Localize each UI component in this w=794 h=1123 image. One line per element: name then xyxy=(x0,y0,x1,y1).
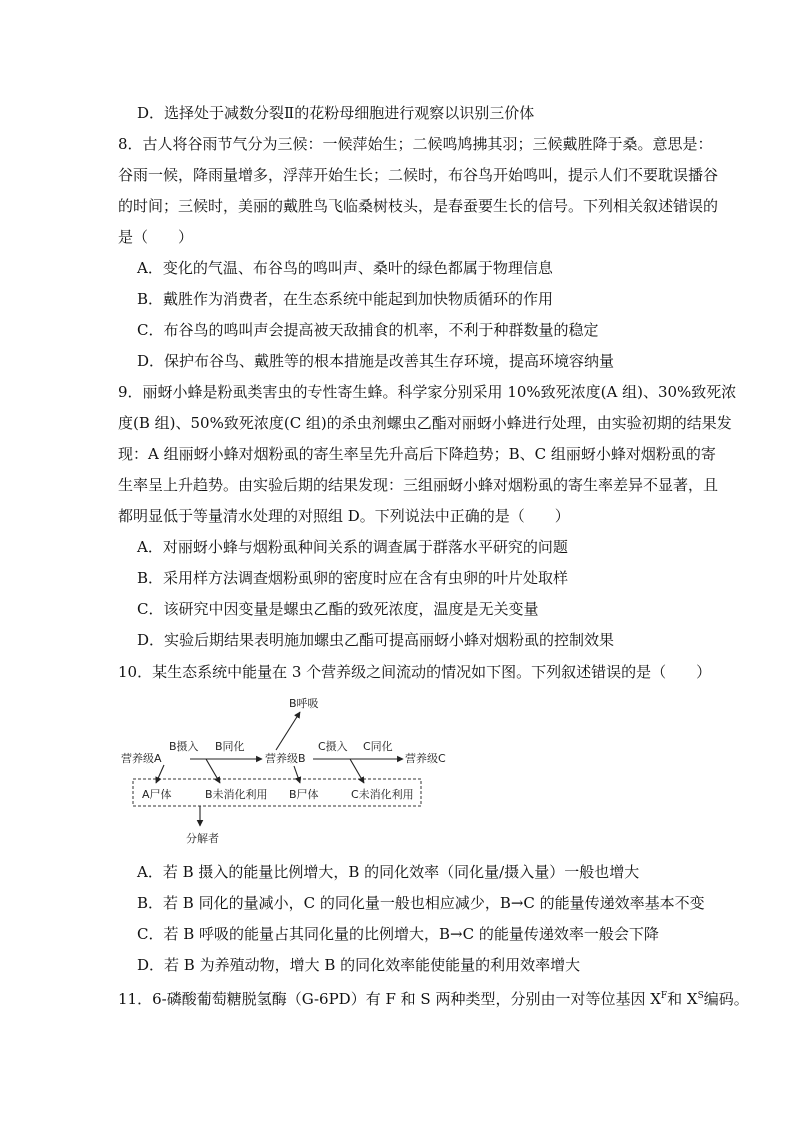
q9-option-c: C．该研究中因变量是螺虫乙酯的致死浓度，温度是无关变量 xyxy=(137,600,539,618)
arrow-c-undigested xyxy=(350,759,364,783)
q8-option-d: D．保护布谷鸟、戴胜等的根本措施是改善其生存环境，提高环境容纳量 xyxy=(137,352,615,370)
q8-option-c: C．布谷鸟的鸣叫声会提高被天敌捕食的机率，不利于种群数量的稳定 xyxy=(137,321,599,339)
q11-stem-text-3: 编码。 xyxy=(703,990,749,1008)
label-c-intake: C摄入 xyxy=(318,740,348,753)
label-b-respiration: B呼吸 xyxy=(289,697,319,710)
label-level-a: 营养级A xyxy=(121,752,162,765)
q8-stem-line-4: 是（ ） xyxy=(118,228,194,246)
label-b-corpse: B尸体 xyxy=(289,788,319,801)
label-level-c: 营养级C xyxy=(405,752,446,765)
q7-option-d: D．选择处于减数分裂Ⅱ的花粉母细胞进行观察以识别三价体 xyxy=(137,104,535,122)
label-a-corpse: A尸体 xyxy=(142,788,172,801)
q10-option-a: A．若 B 摄入的能量比例增大，B 的同化效率（同化量/摄入量）一般也增大 xyxy=(137,863,640,881)
label-b-intake: B摄入 xyxy=(169,740,199,753)
q10-option-c: C．若 B 呼吸的能量占其同化量的比例增大，B→C 的能量传递效率一般会下降 xyxy=(137,925,659,943)
q9-stem-line-4: 生率呈上升趋势。由实验后期的结果发现：三组丽蚜小蜂对烟粉虱的寄生率差异不显著，且 xyxy=(118,476,719,494)
q9-option-d: D．实验后期结果表明施加螺虫乙酯可提高丽蚜小蜂对烟粉虱的控制效果 xyxy=(137,631,615,649)
label-b-assim: B同化 xyxy=(215,740,245,753)
q11-stem xyxy=(118,986,749,1009)
q8-stem-line-1: 8．古人将谷雨节气分为三候：一候萍始生；二候鸣鸠拂其羽；三候戴胜降于桑。意思是： xyxy=(118,135,713,153)
q9-stem-line-3: 现：A 组丽蚜小蜂对烟粉虱的寄生率呈先升高后下降趋势；B、C 组丽蚜小蜂对烟粉虱的寄 xyxy=(118,445,716,463)
q9-option-b: B．采用样方法调查烟粉虱卵的密度时应在含有虫卵的叶片处取样 xyxy=(137,569,569,587)
q9-stem-line-2: 度(B 组)、50%致死浓度(C 组)的杀虫剂螺虫乙酯对丽蚜小蜂进行处理，由实验初期的结果发 xyxy=(118,414,732,432)
q9-stem-line-5: 都明显低于等量清水处理的对照组 D。下列说法中正确的是（ ） xyxy=(118,507,570,525)
q11-superscript-s: S xyxy=(697,991,704,1001)
q10-option-d: D．若 B 为养殖动物，增大 B 的同化效率能使能量的利用效率增大 xyxy=(137,956,581,974)
label-b-undigested: B未消化利用 xyxy=(205,788,268,801)
q10-option-b: B．若 B 同化的量减小，C 的同化量一般也相应减少，B→C 的能量传递效率基本不变 xyxy=(137,894,705,912)
q8-option-b: B．戴胜作为消费者，在生态系统中能起到加快物质循环的作用 xyxy=(137,290,554,308)
q11-superscript-f: F xyxy=(660,991,668,1001)
label-level-b: 营养级B xyxy=(265,752,306,765)
q9-option-a: A．对丽蚜小蜂与烟粉虱种间关系的调查属于群落水平研究的问题 xyxy=(137,538,568,556)
q8-stem-line-3: 的时间；三候时，美丽的戴胜鸟飞临桑树枝头，是春蚕要生长的信号。下列相关叙述错误的 xyxy=(118,197,719,215)
q9-stem-line-1: 9．丽蚜小蜂是粉虱类害虫的专性寄生蜂。科学家分别采用 10%致死浓度(A 组)、30%致死浓 xyxy=(118,383,737,401)
label-c-undigested: C未消化利用 xyxy=(351,788,414,801)
q8-option-a: A．变化的气温、布谷鸟的鸣叫声、桑叶的绿色都属于物理信息 xyxy=(137,259,553,277)
q8-stem-line-2: 谷雨一候，降雨量增多，浮萍开始生长；二候时，布谷鸟开始鸣叫，提示人们不要耽误播谷 xyxy=(118,166,719,184)
label-decomposer: 分解者 xyxy=(186,832,219,845)
arrow-a-corpse xyxy=(156,765,164,783)
arrow-b-respiration xyxy=(276,712,300,750)
q10-stem: 10．某生态系统中能量在 3 个营养级之间流动的情况如下图。下列叙述错误的是（ ） xyxy=(118,663,712,681)
q11-stem-text-2: 和 X xyxy=(667,990,698,1008)
q11-stem-text-1: 11．6-磷酸葡萄糖脱氢酶（G-6PD）有 F 和 S 两种类型，分别由一对等位基因 X xyxy=(118,990,661,1008)
label-c-assim: C同化 xyxy=(363,740,393,753)
arrow-b-corpse xyxy=(294,766,300,783)
